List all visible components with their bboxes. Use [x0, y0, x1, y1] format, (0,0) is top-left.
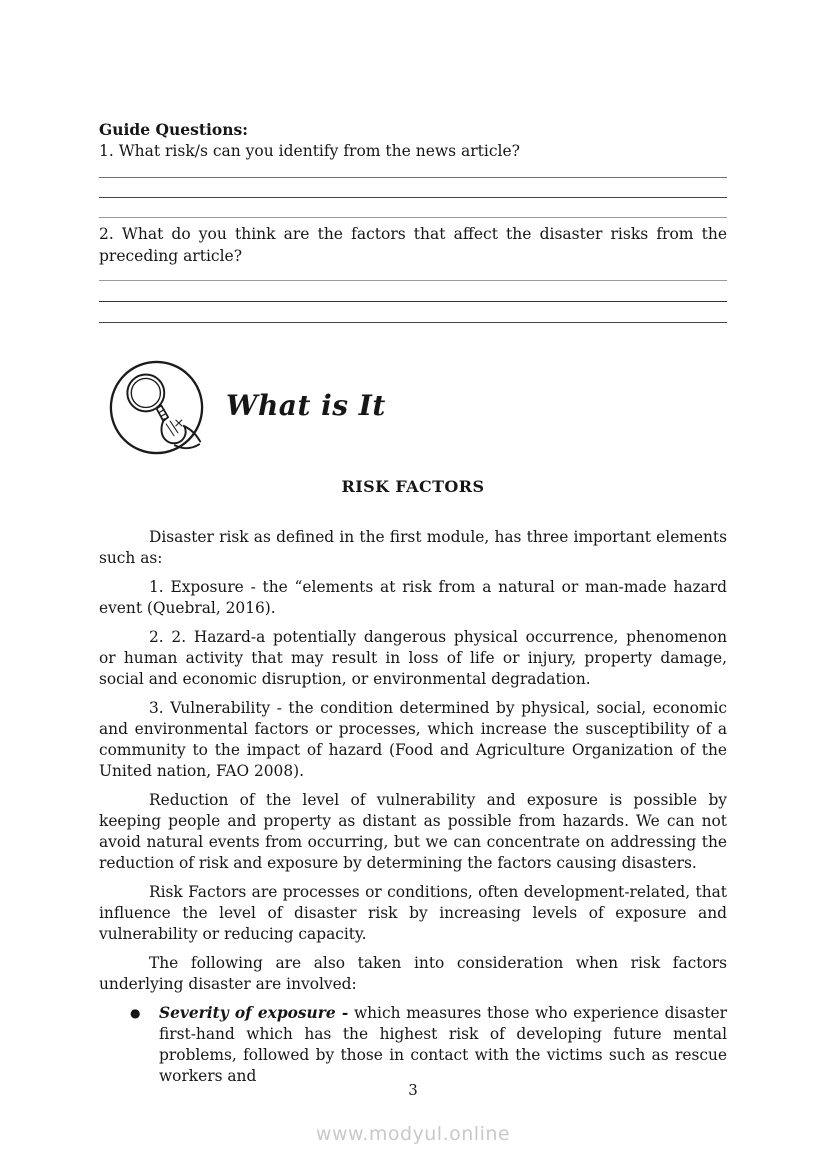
answer-line	[99, 301, 727, 302]
answer-line	[99, 280, 727, 281]
paragraph: Risk Factors are processes or conditions, often development-related, that influence the level of disaster risk by increasing levels of exposure and vulnerability or reducing capacity.	[99, 883, 727, 943]
answer-line	[99, 197, 727, 198]
bullet-rest-text: which measures those who experience disaster first-hand which has the highest risk of developing future mental problems, followed by those in contact with the victims such as rescue workers and	[159, 1004, 727, 1085]
paragraph: Disaster risk as defined in the first module, has three important elements such as:	[99, 528, 727, 567]
guide-questions-label: Guide Questions:	[99, 120, 248, 139]
guide-question-2: 2. What do you think are the factors that affect the disaster risks from the preceding article?	[99, 225, 727, 265]
bullet-list-item	[130, 1003, 727, 1087]
paragraph: 3. Vulnerability - the condition determined by physical, social, economic and environmental factors or processes, which increase the susceptibility of a community to the impact of hazard (Food and Agriculture Organization of the United nation, FAO 2008).	[99, 699, 727, 780]
paragraph: 2. 2. Hazard-a potentially dangerous physical occurrence, phenomenon or human activity that may result in loss of life or injury, property damage, social and economic disruption, or environmental degradation.	[99, 628, 727, 688]
watermark: www.modyul.online	[315, 1123, 511, 1145]
paragraph: Reduction of the level of vulnerability and exposure is possible by keeping people and property as distant as possible from hazards. We can not avoid natural events from occurring, but we can concentrate on addressing the reduction of risk and exposure by determining the factors causing disasters.	[99, 791, 727, 872]
risk-factors-heading: RISK FACTORS	[341, 477, 485, 496]
answer-line	[99, 322, 727, 323]
magnifier-hand-icon	[108, 359, 205, 456]
answer-line	[99, 217, 727, 218]
body-text	[99, 527, 727, 1087]
bullet-lead-text: Severity of exposure -	[159, 1004, 349, 1022]
answer-line	[99, 177, 727, 178]
section-title: What is It	[226, 389, 386, 422]
guide-question-1: 1. What risk/s can you identify from the news article?	[99, 142, 520, 160]
paragraph: 1. Exposure - the “elements at risk from a natural or man-made hazard event (Quebral, 2016).	[99, 578, 727, 617]
bullet-text	[159, 1003, 727, 1087]
page-number: 3	[408, 1081, 418, 1099]
paragraph: The following are also taken into consideration when risk factors underlying disaster are involved:	[99, 954, 727, 993]
bullet-icon: ●	[130, 1006, 141, 1020]
